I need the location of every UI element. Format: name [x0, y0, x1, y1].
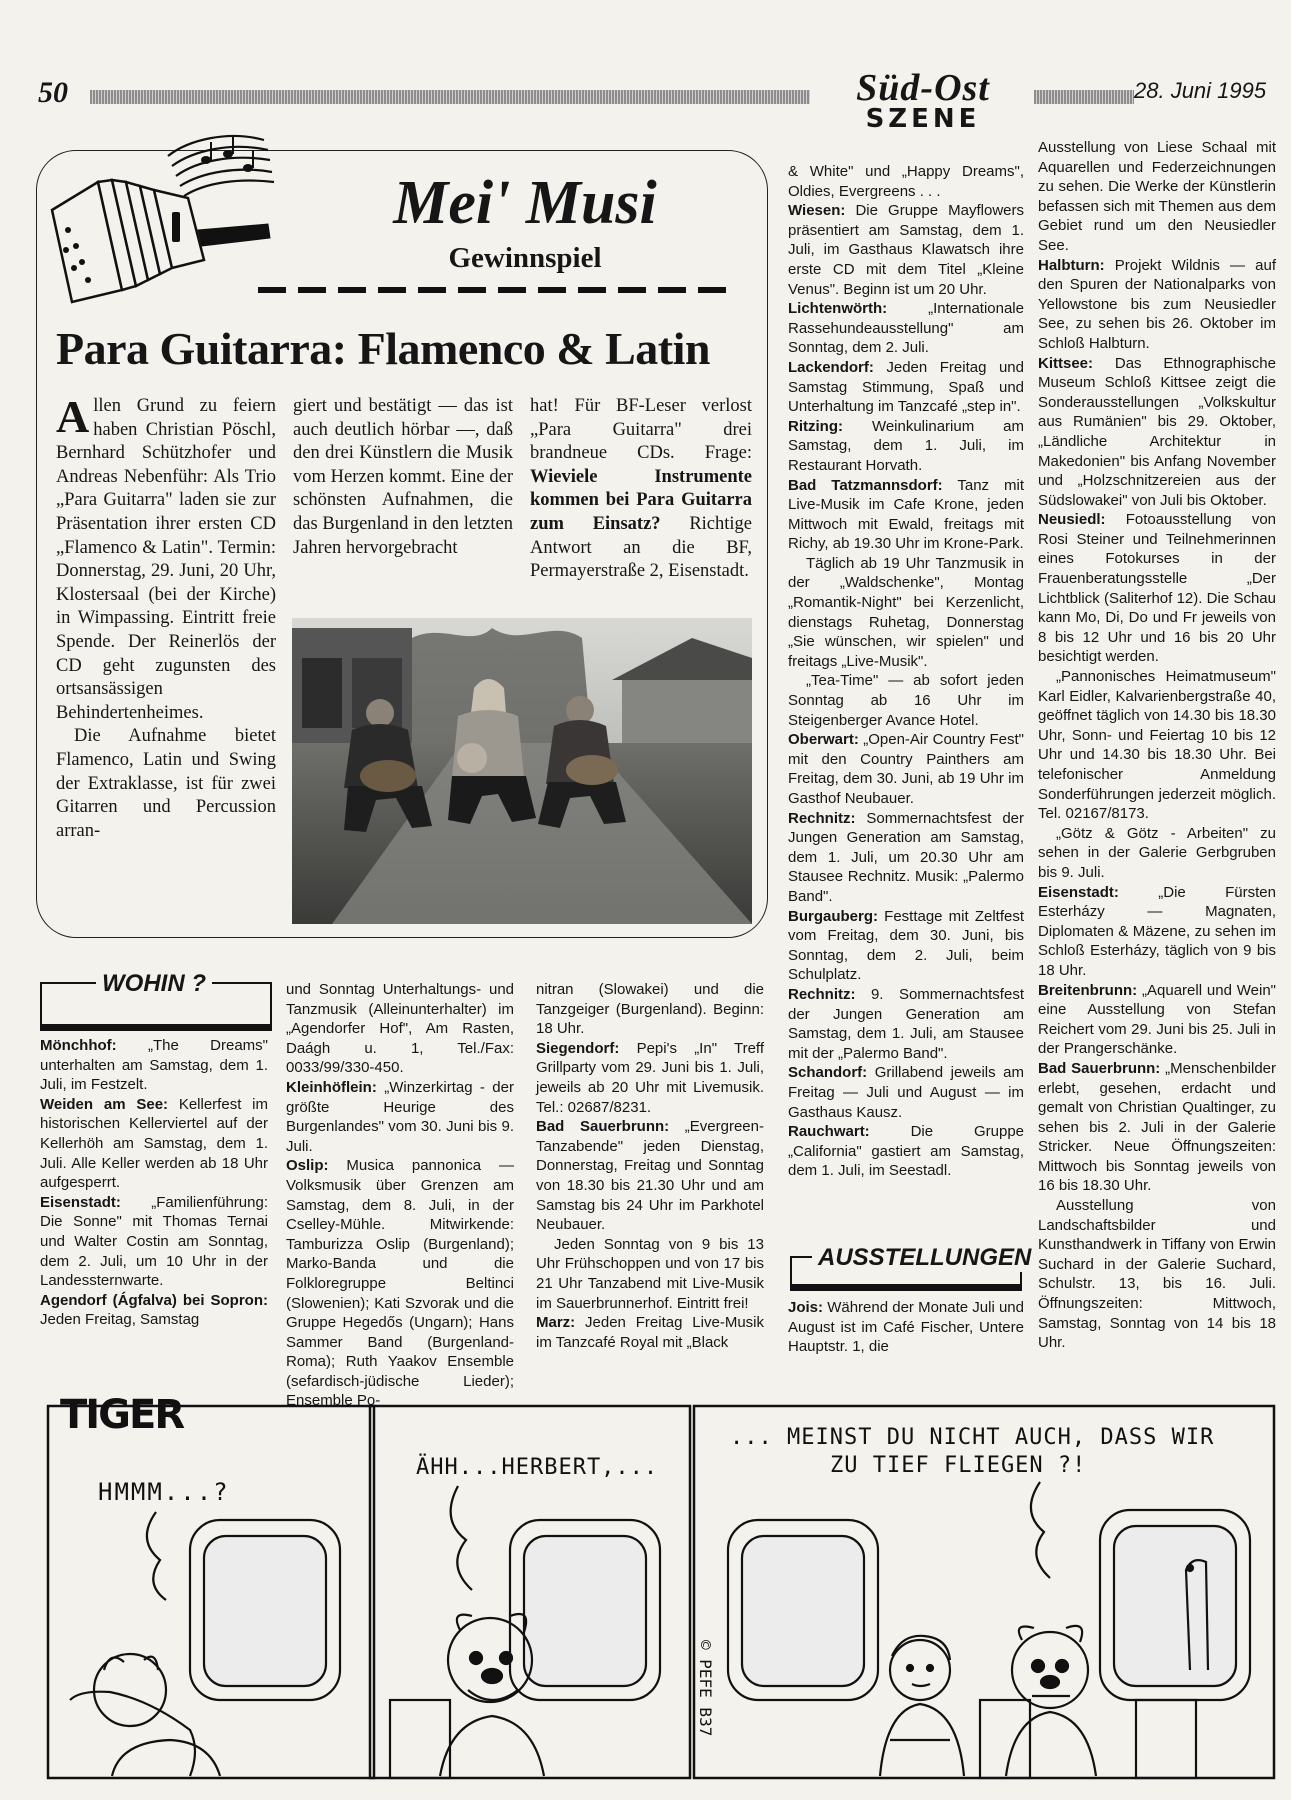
event-place: Rechnitz:	[788, 809, 856, 827]
header-rule-right	[1034, 90, 1134, 104]
section-title: AUSSTELLUNGEN	[812, 1244, 1037, 1272]
event-entry	[788, 162, 1024, 201]
event-place: Lichtenwörth:	[788, 300, 888, 318]
exhibition-entry	[1038, 510, 1276, 667]
event-place: Mönchhof:	[40, 1037, 117, 1054]
event-text: Musica pannonica — Volksmusik über Grenzen am Samstag, dem 8. Juli, in der Cselley-Mühle. Mitwirkende: Tamburizza Oslip (Burgenland); Marko-Banda und die Folkloregruppe Beltinci (Slowenien); Kati Szvorak und die Gruppe Hegedős (Ungarn); Hans Sammer Band (Burgenland-Roma); Ruth Yaakov Ensemble (sefardisch-jüdische Lieder); Ensemble Po-	[286, 1157, 514, 1410]
comic-signature: © PEFE B37	[696, 1640, 715, 1737]
event-entry	[536, 1117, 764, 1235]
event-entry	[286, 1078, 514, 1156]
feature-paragraph: hat! Für BF-Leser verlost „Para Guitarra" drei brandneue CDs. Frage:	[530, 396, 752, 464]
event-place: Eisenstadt:	[40, 1193, 121, 1211]
exhibition-place: Kittsee:	[1038, 354, 1094, 372]
event-text: und Sonntag Unterhaltungs- und Tanzmusik (Alleinunterhalter) im „Agendorfer Hof", Am Rasten, Daágh u. 1, Tel./Fax: 0033/99/330-450.	[286, 981, 514, 1077]
event-place: Rechnitz:	[788, 985, 856, 1003]
exhibition-text: Ausstellung von Liese Schaal mit Aquarellen und Federzeichnungen zu sehen. Die Werke der Künstlerin befassen sich mit Themen aus dem Gebiet rund um den Neusiedler See.	[1038, 139, 1276, 254]
event-text: Tanz mit Live-Musik im Cafe Krone, jeden Mittwoch mit Ewald, freitags mit Richy, ab 19.30 Uhr im Krone-Park.	[788, 476, 1024, 553]
event-entry	[788, 554, 1024, 672]
feature-paragraph: llen Grund zu feiern haben Christian Pöschl, Bernhard Schützhofer und Andreas Nebenführ: Als Trio „Para Guitarra" laden sie zur Präsentation ihrer ersten CD „Flamenco & Latin". Termin: Donnerstag, 29. Juni, 20 Uhr, Klostersaal (bei der Kirche) in Wimpassing. Eintritt freie Spende. Der Reinerlös der CD geht zugunsten des ortsansässigen Behindertenheimes.	[56, 396, 276, 723]
wohin-column-1	[40, 1036, 268, 1330]
logo-top-text: Süd-Ost	[856, 67, 990, 109]
event-place: Rauchwart:	[788, 1123, 870, 1141]
exhibition-text: Ausstellung von Landschaftsbilder und Kunsthandwerk in Tiffany von Erwin Suchard in der Galerie Suchard, Schulstr. 13, bis 16. Juli. Öffnungszeiten: Mittwoch, Samstag, Sonntag von 14 bis 18 Uhr.	[1038, 1197, 1276, 1352]
event-place: Bad Tatzmannsdorf:	[788, 476, 943, 494]
comic-speech-1: HMMM...?	[98, 1478, 230, 1506]
event-place: Weiden am See:	[40, 1095, 169, 1113]
event-entry	[40, 1095, 268, 1193]
event-text: Kellerfest im historischen Kellerviertel auf der Kellerhöh am Samstag, dem 1. Juli. Alle Keller werden ab 18 Uhr aufgesperrt.	[40, 1095, 268, 1192]
event-text: Jeden Freitag Live-Musik im Tanzcafé Royal mit „Black	[536, 1314, 764, 1351]
event-entry	[536, 1235, 764, 1313]
event-text: Die Gruppe „California" gastiert am Samstag, dem 1. Juli, im Seestadl.	[788, 1123, 1024, 1180]
exhibition-entry	[1038, 981, 1276, 1059]
exhibition-place: Eisenstadt:	[1038, 883, 1119, 901]
event-entry	[788, 809, 1024, 907]
title-divider	[258, 287, 738, 293]
exhibition-text: „Die Fürsten Esterházy — Magnaten, Diplomaten & Mäzene, zu sehen im Schloß Esterházy, täglich von 9 bis 18 Uhr.	[1038, 883, 1276, 979]
wohin-column-3	[536, 980, 764, 1352]
event-text: Sommernachtsfest der Jungen Generation am Samstag, dem 1. Juli, um 20.30 Uhr am Stausee Rechnitz. Musik: „Palermo Band".	[788, 809, 1024, 905]
events-column-right	[788, 162, 1024, 1181]
feature-paragraph: Richtige Antwort an die BF, Permayerstraße 2, Eisenstadt.	[530, 513, 752, 582]
event-entry	[788, 1122, 1024, 1181]
wohin-column-2	[286, 980, 514, 1411]
event-entry	[40, 1291, 268, 1330]
event-place: Siegendorf:	[536, 1039, 620, 1057]
event-entry	[788, 985, 1024, 1063]
event-text: „Winzerkirtag - der größte Heurige des Burgenlandes" vom 30. Juni bis 9. Juli.	[286, 1078, 514, 1155]
feature-column-3	[530, 395, 752, 584]
header-rule-left	[90, 90, 810, 104]
exhibition-entry	[788, 1298, 1024, 1357]
event-entry	[788, 476, 1024, 554]
event-entry	[286, 980, 514, 1078]
exhibition-text: Während der Monate Juli und August ist im Café Fischer, Untere Hauptstr. 1, die	[788, 1299, 1024, 1356]
event-place: Marz:	[536, 1314, 576, 1332]
section-header-ausstellungen	[790, 1244, 1032, 1291]
event-text: Festtage mit Zeltfest vom Freitag, dem 30. Juni, bis Sonntag, dem 2. Juli, beim Schulplatz.	[788, 907, 1024, 984]
event-text: „Evergreen-Tanzabende" jeden Dienstag, Donnerstag, Freitag und Sonntag von 18.30 bis 21.30 Uhr und am Samstag bis 24 Uhr im Parkhotel Neubauer.	[536, 1118, 764, 1234]
comic-title: TIGER	[60, 1392, 184, 1438]
contest-question: Wieviele Instrumente kommen bei Para Guitarra zum Einsatz?	[530, 466, 752, 534]
event-place: Kleinhöflein:	[286, 1078, 377, 1096]
exhibition-entry	[1038, 256, 1276, 354]
exhibition-place: Bad Sauerbrunn:	[1038, 1059, 1161, 1077]
event-entry	[40, 1193, 268, 1291]
event-text: nitran (Slowakei) und die Tanzgeiger (Burgenland). Beginn: 18 Uhr.	[536, 981, 764, 1038]
feature-column-2	[293, 395, 513, 560]
feature-subtitle: Gewinnspiel	[448, 242, 602, 274]
exhibition-entry	[1038, 667, 1276, 824]
event-entry	[40, 1036, 268, 1095]
event-text: Jeden Freitag und Samstag Stimmung, Spaß und Unterhaltung im Tanzcafé „step in".	[788, 358, 1024, 416]
event-entry	[788, 730, 1024, 808]
feature-column-1	[56, 391, 276, 843]
event-place: Lackendorf:	[788, 358, 874, 376]
exhibition-text: Das Ethnographische Museum Schloß Kittsee zeigt die Sonderausstellungen „Volkskultur aus Rumänien" bis 29. Oktober, „Ländliche Architektur in Makedonien" bis Anfang November und „Holzschnitzereien aus der Südslowakei" von Juli bis Oktober.	[1038, 354, 1276, 509]
event-entry	[536, 1039, 764, 1117]
event-text: 9. Sommernachtsfest der Jungen Generation am Samstag, dem 1. Juli, am Stausee mit der „Palermo Band".	[788, 985, 1024, 1062]
exhibitions-column	[1038, 138, 1276, 1353]
exhibition-entry	[1038, 138, 1276, 256]
feature-paragraph: Die Aufnahme bietet Flamenco, Latin und Swing der Extraklasse, ist für zwei Gitarren und Percussion arran-	[56, 726, 276, 841]
issue-date: 28. Juni 1995	[1134, 78, 1267, 103]
event-text: Jeden Freitag, Samstag	[40, 1311, 200, 1329]
article-headline: Para Guitarra: Flamenco & Latin	[56, 323, 710, 374]
section-title: WOHIN ?	[96, 970, 212, 998]
event-place: Ritzing:	[788, 417, 843, 435]
event-entry	[788, 671, 1024, 730]
event-text: Grillabend jeweils am Freitag — Juli und August — im Gasthaus Kausz.	[788, 1064, 1024, 1121]
comic-strip	[40, 1370, 1276, 1782]
event-entry	[788, 417, 1024, 476]
accordion-illustration-icon	[38, 120, 278, 308]
exhibition-entry	[1038, 1196, 1276, 1353]
event-place: Burgauberg:	[788, 907, 878, 925]
exhibition-entry	[1038, 883, 1276, 981]
event-place: Oslip:	[286, 1157, 329, 1175]
event-entry	[788, 201, 1024, 299]
exhibition-place: Breitenbrunn:	[1038, 981, 1138, 999]
exhibition-text: „Menschenbilder erlebt, gesehen, erdacht und gemalt von Christian Qualtinger, zu sehen bis 2. Juli in der Galerie Stricker. Neue Öffnungszeiten: Mittwoch bis Sonntag jeweils von 16 bis 18.30 Uhr.	[1038, 1059, 1276, 1195]
event-text: Täglich ab 19 Uhr Tanzmusik in der „Waldschenke", Montag „Romantik-Night" bei Kerzenlicht, dienstags Ruhetag, Donnerstag „Sie wünschen, wir spielen" und freitags „Live-Musik".	[788, 554, 1024, 670]
logo-bottom-text: SZENE	[865, 104, 981, 134]
band-photo	[292, 618, 752, 924]
event-text: Weinkulinarium am Samstag, dem 1. Juli, im Restaurant Horvath.	[788, 417, 1024, 474]
event-text: „Familienführung: Die Sonne" mit Thomas Ternai und Walter Costin am Sonntag, dem 2. Juli, um 10 Uhr in der Landessternwarte.	[40, 1193, 268, 1290]
exhibition-place: Neusiedl:	[1038, 511, 1106, 529]
event-text: „Open-Air Country Fest" mit den Country Painthers am Freitag, dem 30. Juni, ab 19 Uhr im Gasthof Neubauer.	[788, 731, 1024, 807]
event-text: „Tea-Time" — ab sofort jeden Sonntag ab 16 Uhr im Steigenberger Avance Hotel.	[788, 672, 1024, 729]
exhibition-entry	[1038, 354, 1276, 511]
page-number: 50	[38, 76, 68, 109]
event-entry	[788, 1063, 1024, 1122]
exhibition-place: Jois:	[788, 1299, 824, 1316]
event-text: „Internationale Rassehundeausstellung" am Sonntag, dem 2. Juli.	[788, 300, 1024, 357]
event-place: Bad Sauerbrunn:	[536, 1118, 670, 1136]
comic-speech-3a: ... MEINST DU NICHT AUCH, DASS WIR	[730, 1425, 1215, 1450]
event-entry	[536, 1313, 764, 1352]
comic-speech-2: ÄHH...HERBERT,...	[416, 1455, 659, 1480]
event-place: Schandorf:	[788, 1064, 868, 1082]
comic-speech-3b: ZU TIEF FLIEGEN ?!	[830, 1453, 1087, 1478]
exhibition-text: Fotoausstellung von Rosi Steiner und Teilnehmerinnen eines Fotokurses in der Frauenberatungsstelle „Der Lichtblick (Saliterhof 12). Die Schau kann Mo, Di, Do und Fr jeweils von 8 bis 12 Uhr und 16 bis 20 Uhr besichtigt werden.	[1038, 511, 1276, 666]
exhibition-text: „Pannonisches Heimatmuseum" Karl Eidler, Kalvarienbergstraße 40, geöffnet täglich von 14.30 bis 18.30 Uhr, Sonn- und Feiertag 10 bis 12 Uhr und 14.30 bis 18.30 Uhr. Bei telefonischer Anmeldung Sonderführungen jederzeit möglich. Tel. 02167/8173.	[1038, 668, 1276, 823]
event-place: Oberwart:	[788, 731, 859, 749]
exhibition-text: „Aquarell und Wein" eine Ausstellung von Stefan Reichert vom 29. Juni bis 25. Juli in der Prangerschänke.	[1038, 981, 1276, 1058]
event-text: Die Gruppe Mayflowers präsentiert am Samstag, dem 1. Juli, im Gasthaus Klawatsch ihre erste CD mit dem Titel „Kleine Venus". Beginn ist um 20 Uhr.	[788, 202, 1024, 298]
drop-cap: A	[56, 391, 90, 442]
exhibition-text: „Götz & Götz - Arbeiten" zu sehen in der Galerie Gerbgruben bis 9. Juli.	[1038, 824, 1276, 881]
event-entry	[788, 299, 1024, 358]
section-header-wohin	[40, 970, 272, 1031]
exhibition-place: Halbturn:	[1038, 256, 1105, 274]
event-text: Pepi's „In" Treff Grillparty vom 29. Juni bis 1. Juli, jeweils ab 20 Uhr mit Livemusik. Tel.: 02687/8231.	[536, 1039, 764, 1116]
exhibition-text: Projekt Wildnis — auf den Spuren der Nationalparks von Yellowstone bis zum Neusiedler See, zu sehen bis 26. Oktober im Schloß Halbturn.	[1038, 256, 1276, 352]
event-entry	[536, 980, 764, 1039]
event-entry	[788, 358, 1024, 417]
section-logo	[812, 66, 1034, 148]
event-entry	[788, 907, 1024, 985]
event-place: Agendorf (Ágfalva) bei Sopron:	[40, 1291, 268, 1309]
feature-title: Mei' Musi	[393, 169, 657, 237]
event-text: & White" und „Happy Dreams", Oldies, Evergreens . . .	[788, 163, 1024, 200]
event-text: „The Dreams" unterhalten am Samstag, dem 1. Juli, im Festzelt.	[40, 1037, 268, 1094]
exhibition-entry	[1038, 824, 1276, 883]
event-place: Wiesen:	[788, 202, 846, 220]
event-text: Jeden Sonntag von 9 bis 13 Uhr Frühschoppen und von 17 bis 21 Uhr Tanzabend mit Live-Musik im Sauerbrunnerhof. Eintritt frei!	[536, 1235, 764, 1312]
feature-paragraph: giert und bestätigt — das ist auch deutlich hörbar —, daß den drei Künstlern die Musik vom Herzen kommt. Eine der schönsten Aufnahmen, die das Burgenland in den letzten Jahren hervorgebracht	[293, 396, 513, 558]
exhibitions-column-start	[788, 1298, 1024, 1357]
exhibition-entry	[1038, 1059, 1276, 1196]
